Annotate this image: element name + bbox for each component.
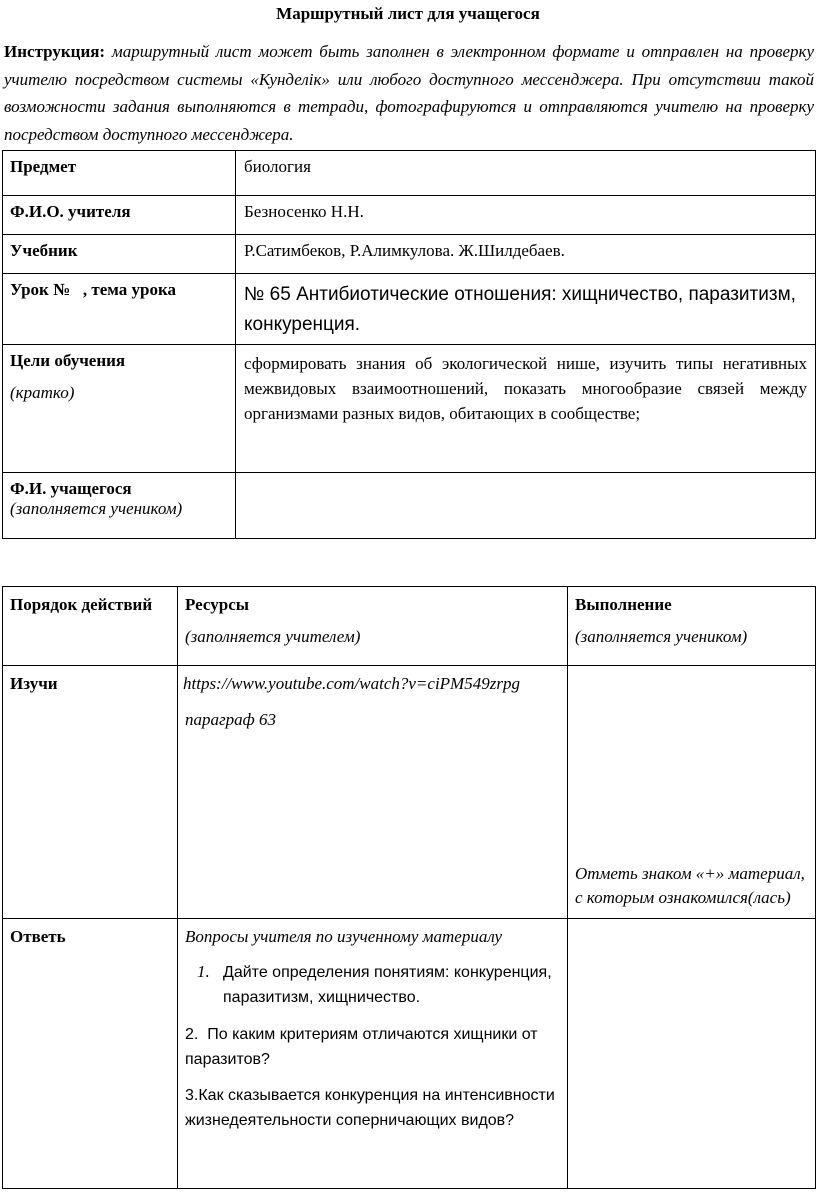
col2-sub: (заполняется учителем) [185,627,361,646]
answer-completion[interactable] [568,919,816,1189]
study-paragraph: параграф 63 [185,710,276,729]
goals-row [3,345,816,473]
student-label: Ф.И. учащегося [10,479,132,498]
question-3: 3.Как сказывается конкуренция на интенсивности жизнедеятельности соперничающих видов? [185,1087,555,1129]
study-row [3,666,816,919]
plan-col1 [3,587,178,666]
goals-label: Цели обучения [10,351,126,370]
student-sub: (заполняется учеником) [10,499,183,518]
page-title: Маршрутный лист для учащегося [276,4,540,23]
goals-sub: (кратко) [10,383,75,402]
textbook-label: Учебник [3,235,236,274]
question-1 [185,960,561,1010]
plan-col3 [568,587,816,666]
subject-row [3,151,816,196]
goals-value: сформировать знания об экологической нише, изучить типы негативных межвидовых взаимоотношений, показать многообразие связей между организмами разных видов, обитающих в сообществе; [236,345,816,473]
question-1-text: Дайте определения понятиям: конкуренция, паразитизм, хищничество. [223,964,552,1006]
col2-header: Ресурсы [185,595,250,614]
plan-header-row [3,587,816,666]
subject-label: Предмет [3,151,236,196]
answer-row [3,919,816,1189]
textbook-value: Р.Сатимбеков, Р.Алимкулова. Ж.Шилдебаев. [236,235,816,274]
instruction-text: маршрутный лист может быть заполнен в электронном формате и отправлен на проверку учителю посредством системы «Кунделік» или любого доступного мессенджера. При отсутствии такой возможности задания выполняются в тетради, фотографируются и отправляются учителю на проверку посредством доступного мессенджера. [4,42,815,144]
answer-label: Ответь [3,919,178,1189]
study-resources [178,666,568,919]
goals-cell [3,345,236,473]
instruction [4,38,814,148]
lesson-label: Урок № , тема урока [3,274,236,345]
study-link[interactable]: https://www.youtube.com/watch?v=ciPM549zrpg [183,674,520,693]
instruction-label: Инструкция: [4,42,106,61]
textbook-row [3,235,816,274]
plan-col2 [178,587,568,666]
col3-sub: (заполняется учеником) [575,627,748,646]
lesson-row [3,274,816,345]
lesson-value: № 65 Антибиотические отношения: хищничество, паразитизм, конкуренция. [236,274,816,345]
teacher-row [3,196,816,235]
question-2: 2. По каким критериям отличаются хищники от паразитов? [185,1026,543,1068]
answer-questions [178,919,568,1189]
teacher-value: Безносенко Н.Н. [236,196,816,235]
answer-intro: Вопросы учителя по изученному материалу [185,927,503,946]
teacher-label: Ф.И.О. учителя [3,196,236,235]
info-table [2,150,816,539]
study-completion[interactable] [568,666,816,919]
col3-header: Выполнение [575,595,672,614]
question-1-number: 1. [197,962,210,981]
plan-table [2,586,816,1189]
study-label: Изучи [3,666,178,919]
student-cell [3,473,236,539]
study-mark: Отметь знаком «+» материал, с которым ознакомился(лась) [575,864,805,907]
student-row [3,473,816,539]
subject-value: биология [236,151,816,196]
col1-header: Порядок действий [10,595,153,614]
student-value[interactable] [236,473,816,539]
